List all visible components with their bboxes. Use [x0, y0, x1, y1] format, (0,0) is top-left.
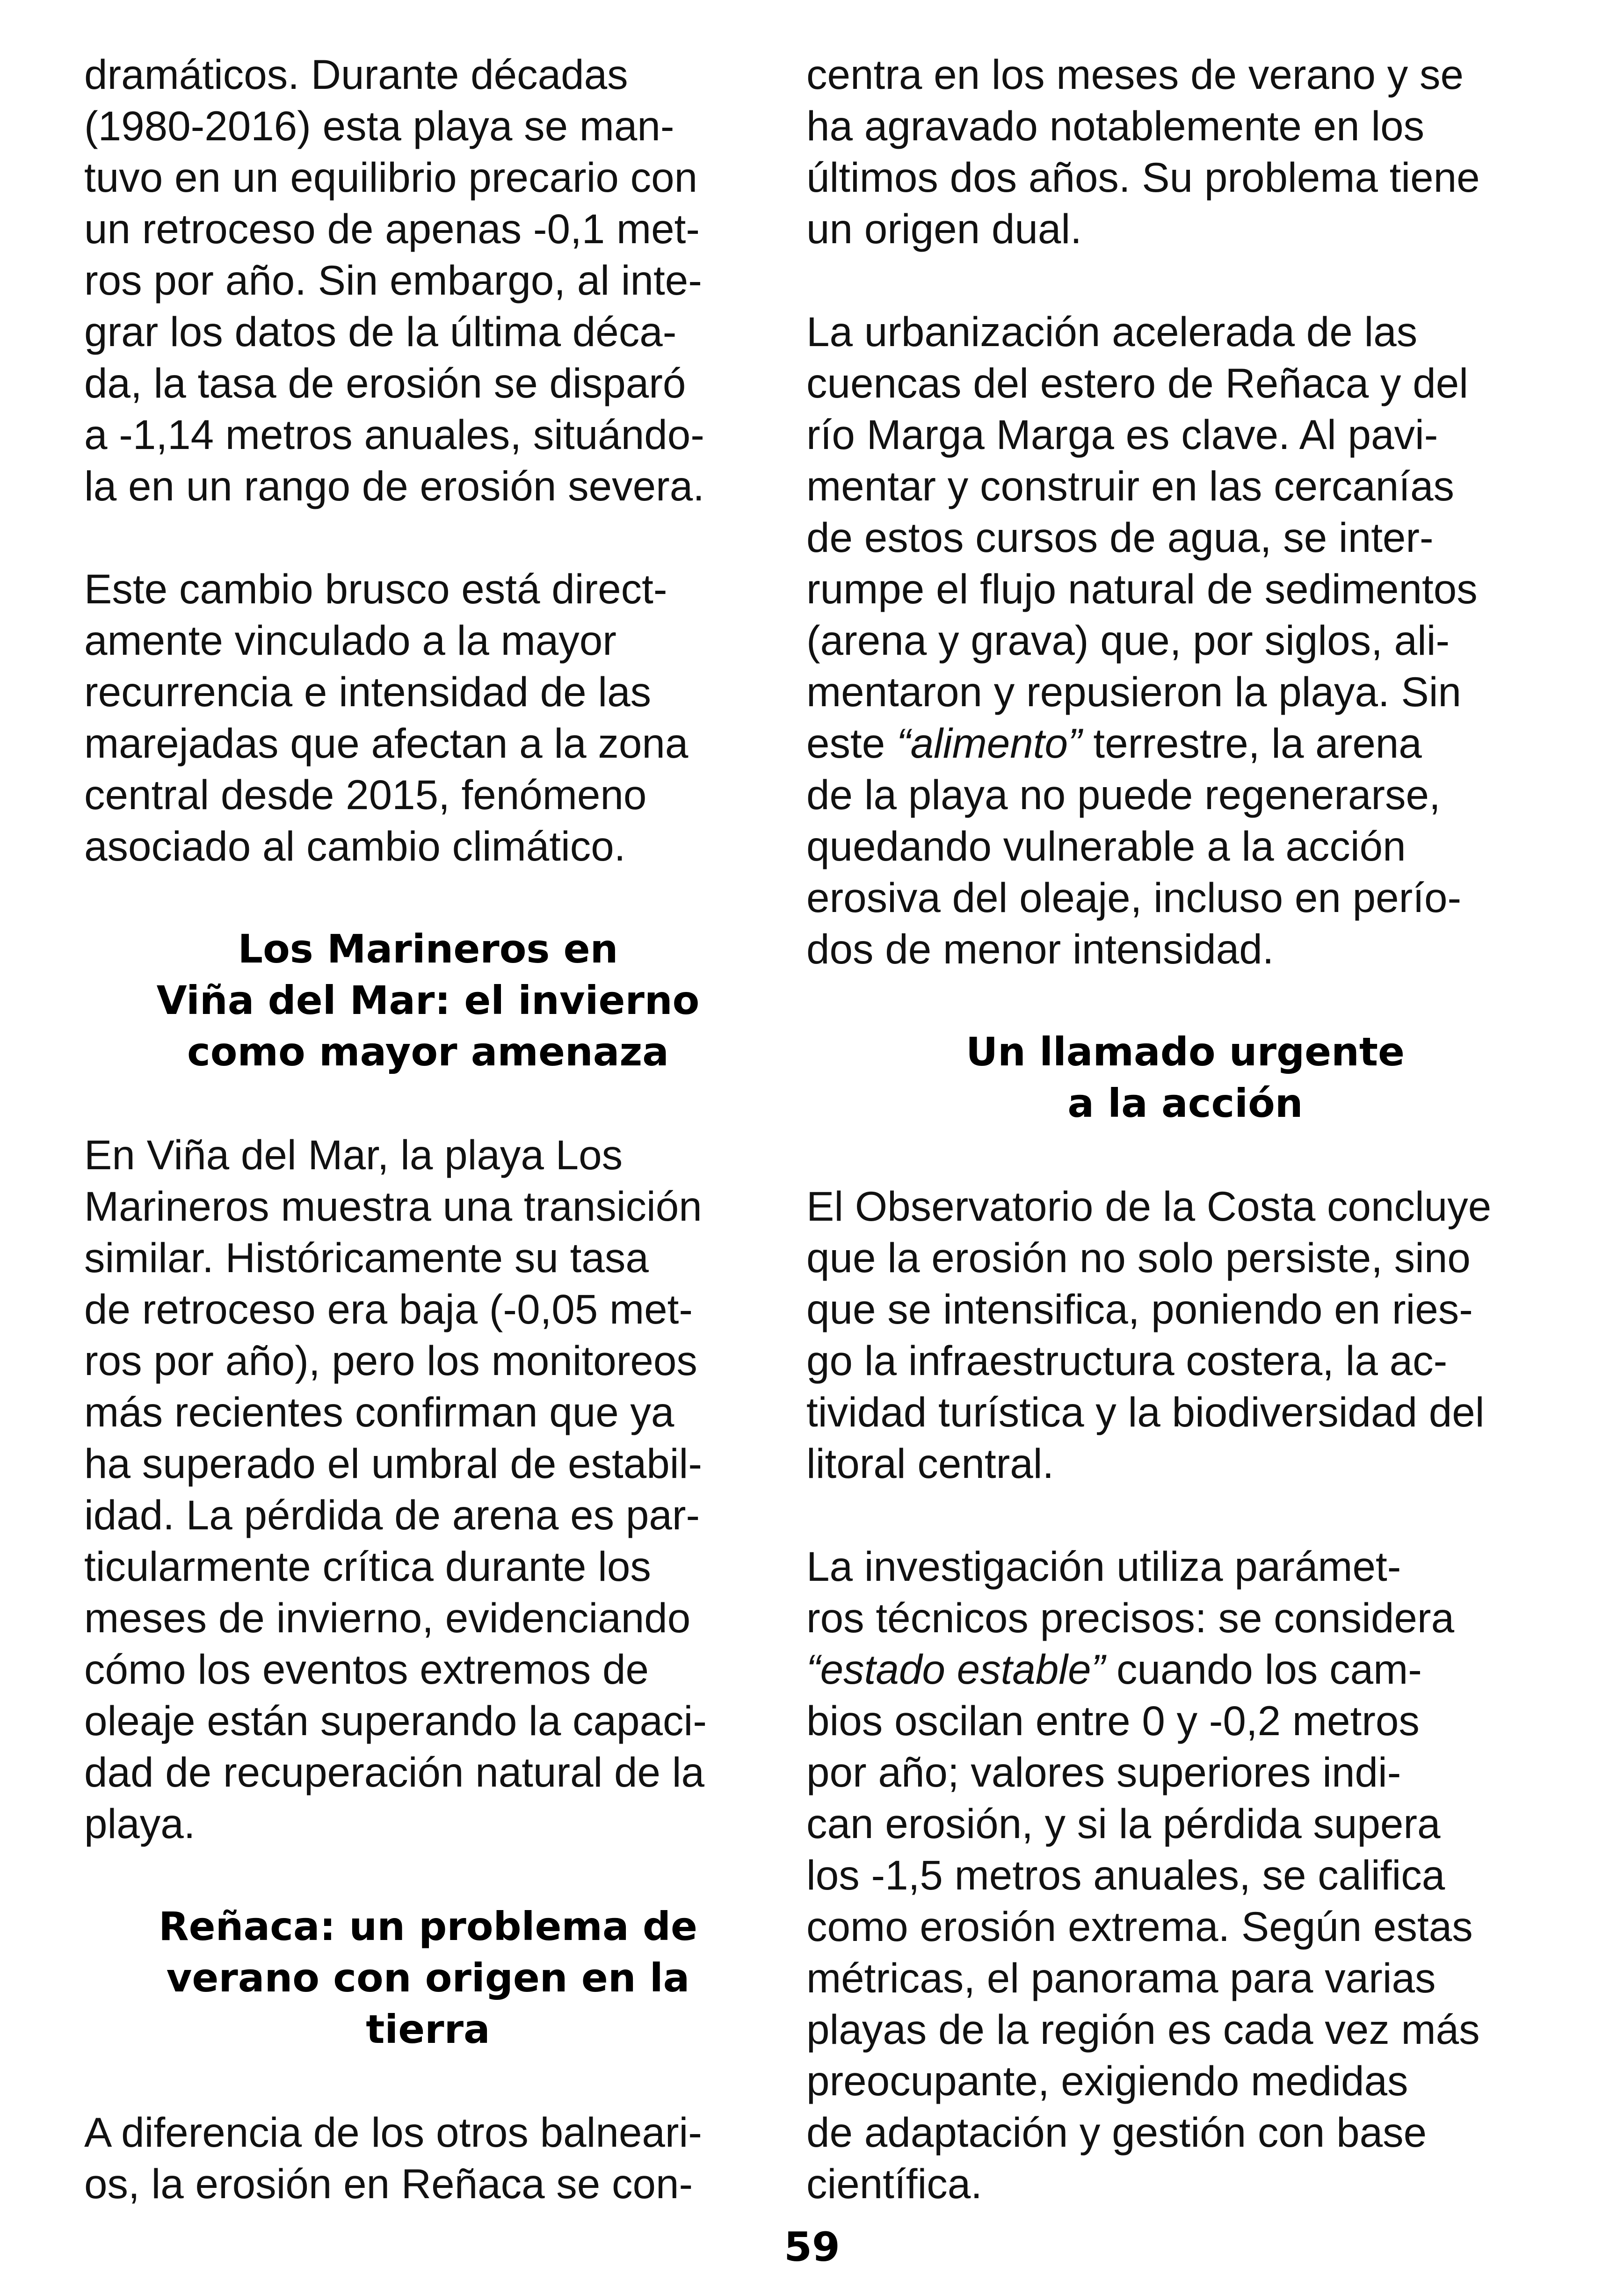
text-line: los -1,5 metros anuales, se califica: [806, 1852, 1445, 1898]
text-line: oleaje están superando la capaci-: [84, 1697, 707, 1744]
text-segment: este: [806, 720, 897, 767]
text-line: asociado al cambio climático.: [84, 823, 626, 869]
text-line: de retroceso era baja (-0,05 met-: [84, 1286, 693, 1332]
paragraph-los-marineros: [84, 1129, 772, 1849]
paragraph-gap: [84, 872, 772, 923]
text-segment: terrestre, la arena: [1081, 720, 1422, 767]
text-line: rumpe el flujo natural de sedimentos: [806, 565, 1478, 612]
text-line: playas de la región es cada vez más: [806, 2006, 1480, 2053]
text-line: A diferencia de los otros balneari-: [84, 2109, 702, 2156]
heading-line: Viña del Mar: el invierno: [156, 977, 700, 1023]
paragraph-erosion-rate: [84, 49, 772, 512]
text-line: de la playa no puede regenerarse,: [806, 771, 1441, 818]
paragraph-renaca-intro: [84, 2107, 772, 2209]
text-line: preocupante, exigiendo medidas: [806, 2057, 1408, 2104]
text-line: go la infraestructura costera, la ac-: [806, 1337, 1448, 1384]
paragraph-gap: [806, 254, 1564, 306]
text-line: la en un rango de erosión severa.: [84, 463, 705, 509]
text-line: que se intensifica, poniendo en ries-: [806, 1286, 1473, 1332]
text-line: idad. La pérdida de arena es par-: [84, 1491, 700, 1538]
paragraph-gap: [806, 1489, 1564, 1541]
text-line: litoral central.: [806, 1440, 1054, 1487]
text-line: dos de menor intensidad.: [806, 926, 1274, 972]
text-line: (1980-2016) esta playa se man-: [84, 102, 674, 149]
text-line: tividad turística y la biodiversidad del: [806, 1389, 1485, 1435]
text-line: bios oscilan entre 0 y -0,2 metros: [806, 1697, 1420, 1744]
paragraph-climate-change: [84, 563, 772, 872]
paragraph-observatorio: [806, 1180, 1564, 1489]
text-line: centra en los meses de verano y se: [806, 51, 1464, 98]
text-line: por año; valores superiores indi-: [806, 1749, 1401, 1795]
text-line: más recientes confirman que ya: [84, 1389, 674, 1435]
text-line: erosiva del oleaje, incluso en perío-: [806, 874, 1462, 921]
paragraph-renaca-summer: [806, 49, 1564, 254]
text-line: grar los datos de la última déca-: [84, 308, 677, 355]
text-line: mentar y construir en las cercanías: [806, 463, 1455, 509]
text-line: (arena y grava) que, por siglos, ali-: [806, 617, 1450, 664]
heading-line: Un llamado urgente: [965, 1029, 1405, 1075]
right-column: [806, 49, 1564, 2209]
heading-line: verano con origen en la: [166, 1955, 690, 2001]
text-line-with-italic: [806, 717, 1564, 769]
text-line: últimos dos años. Su problema tiene: [806, 154, 1480, 201]
text-line: can erosión, y si la pérdida supera: [806, 1800, 1441, 1847]
paragraph-gap: [84, 1849, 772, 1901]
text-line: La investigación utiliza parámet-: [806, 1543, 1401, 1590]
text-line: El Observatorio de la Costa concluye: [806, 1183, 1492, 1230]
text-line: meses de invierno, evidenciando: [84, 1594, 691, 1641]
text-line: os, la erosión en Reñaca se con-: [84, 2160, 693, 2207]
text-line: ticularmente crítica durante los: [84, 1543, 651, 1590]
paragraph-parametros: [806, 1541, 1564, 2209]
text-line: playa.: [84, 1800, 196, 1847]
text-line: cuencas del estero de Reñaca y del: [806, 360, 1469, 406]
heading-line: tierra: [366, 2006, 490, 2052]
heading-line: Reñaca: un problema de: [158, 1904, 697, 1949]
heading-line: a la acción: [1067, 1080, 1303, 1126]
text-line: métricas, el panorama para varias: [806, 1954, 1436, 2001]
section-heading-renaca: [84, 1901, 772, 2055]
paragraph-gap: [84, 512, 772, 563]
text-line: ros por año. Sin embargo, al inte-: [84, 257, 702, 304]
text-line: un retroceso de apenas -0,1 met-: [84, 205, 700, 252]
text-line: central desde 2015, fenómeno: [84, 771, 647, 818]
text-line: dramáticos. Durante décadas: [84, 51, 628, 98]
text-line: quedando vulnerable a la acción: [806, 823, 1406, 869]
text-line: ros técnicos precisos: se considera: [806, 1594, 1455, 1641]
text-line: ha superado el umbral de estabil-: [84, 1440, 702, 1487]
italic-term-alimento: “alimento”: [896, 720, 1082, 767]
paragraph-gap: [806, 1129, 1564, 1180]
text-segment: cuando los cam-: [1105, 1646, 1422, 1693]
text-line: que la erosión no solo persiste, sino: [806, 1234, 1471, 1281]
text-line: como erosión extrema. Según estas: [806, 1903, 1473, 1950]
text-line-with-italic: [806, 1643, 1564, 1695]
paragraph-urbanization: [806, 306, 1564, 975]
text-line: de adaptación y gestión con base: [806, 2109, 1427, 2156]
text-line: La urbanización acelerada de las: [806, 308, 1418, 355]
text-line: da, la tasa de erosión se disparó: [84, 360, 686, 406]
left-column: [84, 49, 772, 2209]
heading-line: Los Marineros en: [238, 926, 618, 972]
text-line: cómo los eventos extremos de: [84, 1646, 649, 1693]
paragraph-gap: [84, 1078, 772, 1129]
text-line: amente vinculado a la mayor: [84, 617, 616, 664]
text-line: ros por año), pero los monitoreos: [84, 1337, 697, 1384]
text-line: un origen dual.: [806, 205, 1082, 252]
section-heading-llamado-urgente: [806, 1026, 1564, 1129]
text-line: recurrencia e intensidad de las: [84, 668, 652, 715]
text-line: similar. Históricamente su tasa: [84, 1234, 649, 1281]
text-line: marejadas que afectan a la zona: [84, 720, 689, 767]
paragraph-gap: [84, 2055, 772, 2107]
text-line: En Viña del Mar, la playa Los: [84, 1131, 623, 1178]
text-line: río Marga Marga es clave. Al pavi-: [806, 411, 1438, 458]
text-line: tuvo en un equilibrio precario con: [84, 154, 698, 201]
italic-term-estado-estable: “estado estable”: [806, 1646, 1105, 1693]
text-line: mentaron y repusieron la playa. Sin: [806, 668, 1462, 715]
paragraph-gap: [806, 975, 1564, 1026]
text-line: a -1,14 metros anuales, situándo-: [84, 411, 704, 458]
heading-line: como mayor amenaza: [187, 1029, 669, 1075]
text-line: dad de recuperación natural de la: [84, 1749, 705, 1795]
text-line: científica.: [806, 2160, 982, 2207]
text-line: Este cambio brusco está direct-: [84, 565, 667, 612]
text-line: Marineros muestra una transición: [84, 1183, 702, 1230]
text-line: de estos cursos de agua, se inter-: [806, 514, 1434, 561]
section-heading-los-marineros: [84, 923, 772, 1078]
text-line: ha agravado notablemente en los: [806, 102, 1425, 149]
page-number: 59: [784, 2224, 840, 2271]
